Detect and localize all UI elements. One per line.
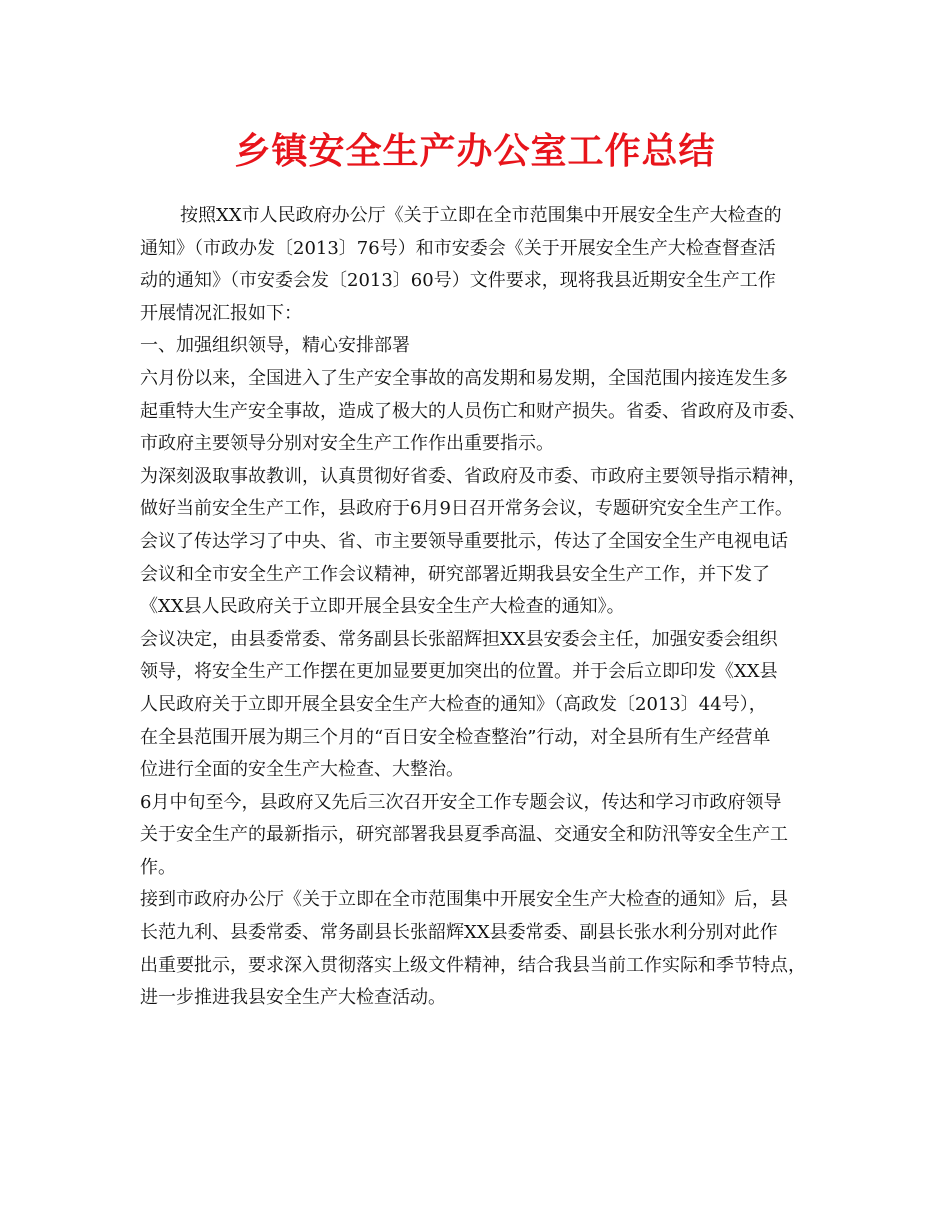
document-body [140, 200, 830, 1015]
body-line: 接到市政府办公厅《关于立即在全市范围集中开展安全生产大检查的通知》后，县 [140, 889, 788, 911]
body-line: 会议决定，由县委常委、常务副县长张韶辉担XX县安委会主任，加强安委会组织 [140, 628, 778, 650]
body-line: 长范九利、县委常委、常务副县长张韶辉XX县委常委、副县长张水利分别对此作 [140, 922, 778, 944]
body-line: 在全县范围开展为期三个月的“百日安全检查整治”行动，对全县所有生产经营单 [140, 726, 771, 748]
body-line: 领导，将安全生产工作摆在更加显要更加突出的位置。并于会后立即印发《XX县 [140, 661, 778, 683]
body-line: 出重要批示，要求深入贯彻落实上级文件精神，结合我县当前工作实际和季节特点， [140, 954, 806, 976]
body-line: 6月中旬至今，县政府又先后三次召开安全工作专题会议，传达和学习市政府领导 [140, 791, 782, 813]
section-heading: 一、加强组织领导，精心安排部署 [140, 335, 410, 357]
body-line: 《XX县人民政府关于立即开展全县安全生产大检查的通知》。 [140, 596, 625, 618]
body-line: 通知》（市政办发〔2013〕76号）和市安委会《关于开展安全生产大检查督查活 [140, 237, 776, 259]
body-line: 关于安全生产的最新指示，研究部署我县夏季高温、交通安全和防汛等安全生产工 [140, 824, 788, 846]
body-line: 按照XX市人民政府办公厅《关于立即在全市范围集中开展安全生产大检查的 [180, 205, 782, 226]
body-line: 会议了传达学习了中央、省、市主要领导重要批示，传达了全国安全生产电视电话 [140, 530, 788, 552]
body-line: 会议和全市安全生产工作会议精神，研究部署近期我县安全生产工作，并下发了 [140, 563, 770, 585]
body-line: 做好当前安全生产工作，县政府于6月9日召开常务会议，专题研究安全生产工作。 [140, 498, 793, 520]
document-title: 乡镇安全生产办公室工作总结 [234, 131, 716, 172]
body-line: 开展情况汇报如下： [140, 302, 302, 324]
body-line: 起重特大生产安全事故，造成了极大的人员伤亡和财产损失。省委、省政府及市委、 [140, 400, 806, 422]
body-line: 六月份以来，全国进入了生产安全事故的高发期和易发期，全国范围内接连发生多 [140, 367, 788, 389]
body-line: 进一步推进我县安全生产大检查活动。 [140, 987, 446, 1009]
body-line: 为深刻汲取事故教训，认真贯彻好省委、省政府及市委、市政府主要领导指示精神， [140, 465, 806, 487]
body-line: 位进行全面的安全生产大检查、大整治。 [140, 759, 464, 781]
body-line: 作。 [140, 856, 176, 878]
body-line: 市政府主要领导分别对安全生产工作作出重要指示。 [140, 433, 554, 455]
body-line: 动的通知》（市安委会发〔2013〕60号）文件要求，现将我县近期安全生产工作 [140, 270, 776, 292]
body-line: 人民政府关于立即开展全县安全生产大检查的通知》（高政发〔2013〕44号）， [140, 693, 767, 715]
